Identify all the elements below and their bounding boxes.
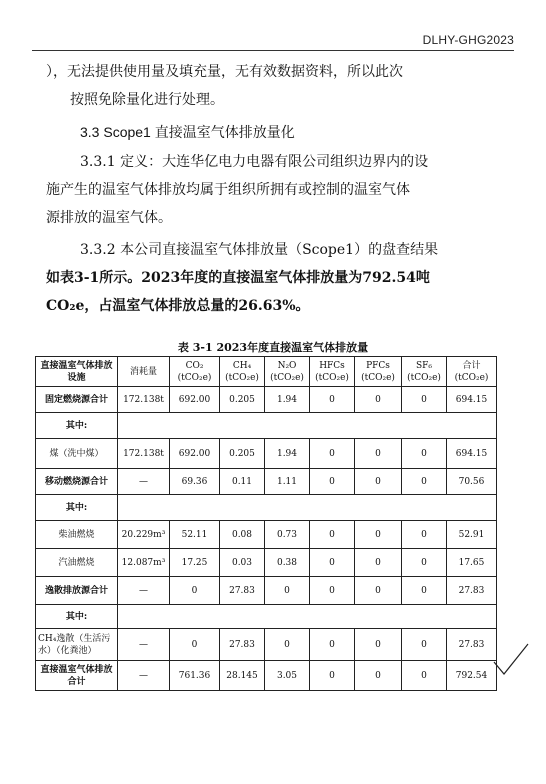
cell: —	[118, 629, 170, 661]
cell-label: 移动燃烧源合计	[36, 469, 118, 495]
cell: 0.08	[220, 521, 265, 549]
cell: 52.11	[170, 521, 220, 549]
cell: 0	[170, 577, 220, 605]
cell: 0	[402, 469, 447, 495]
result-line: 如表3-1所示。2023年度的直接温室气体排放量为792.54吨	[46, 270, 430, 286]
cell-label: 其中:	[36, 413, 118, 439]
table-total-row	[36, 661, 497, 691]
cell: 0.205	[220, 439, 265, 469]
cell: 0	[265, 577, 310, 605]
cell: 694.15	[447, 439, 497, 469]
paragraph-line: 按照免除量化进行处理。	[70, 92, 224, 108]
cell: 0	[355, 629, 402, 661]
header-cell: HFCs (tCO₂e)	[310, 357, 355, 387]
cell-label: 汽油燃烧	[36, 549, 118, 577]
cell: 0	[310, 469, 355, 495]
cell: 0	[355, 387, 402, 413]
cell: 27.83	[447, 629, 497, 661]
cell: 0	[402, 387, 447, 413]
cell: 0	[355, 469, 402, 495]
header-cell: PFCs (tCO₂e)	[355, 357, 402, 387]
cell: —	[118, 577, 170, 605]
cell-label: 煤（洗中煤）	[36, 439, 118, 469]
cell: 17.25	[170, 549, 220, 577]
cell: 0	[402, 661, 447, 691]
cell-empty	[118, 495, 497, 521]
table-row	[36, 387, 497, 413]
cell: 1.11	[265, 469, 310, 495]
header-cell: CO₂ (tCO₂e)	[170, 357, 220, 387]
cell: 172.138t	[118, 439, 170, 469]
cell-label: 直接温室气体排放合计	[36, 661, 118, 691]
emissions-table	[35, 356, 497, 691]
table-row	[36, 495, 497, 521]
table-row	[36, 605, 497, 629]
cell-empty	[118, 605, 497, 629]
cell: 0	[265, 629, 310, 661]
header-cell: SF₆ (tCO₂e)	[402, 357, 447, 387]
cell: 0	[402, 521, 447, 549]
cell: 0	[310, 387, 355, 413]
cell: 0	[402, 439, 447, 469]
header-cell: 直接温室气体排放设施	[36, 357, 118, 387]
cell: 0	[402, 549, 447, 577]
table-caption: 表 3-1 2023年度直接温室气体排放量	[177, 341, 369, 354]
table-row	[36, 549, 497, 577]
cell: 0.73	[265, 521, 310, 549]
table-row	[36, 521, 497, 549]
header-cell: N₂O (tCO₂e)	[265, 357, 310, 387]
cell: 0	[310, 439, 355, 469]
cell: 69.36	[170, 469, 220, 495]
cell-empty	[118, 413, 497, 439]
table-row	[36, 413, 497, 439]
cell: 1.94	[265, 387, 310, 413]
cell: —	[118, 661, 170, 691]
cell-label: CH₄逸散（生活污水）（化粪池）	[36, 629, 118, 661]
cell: 0	[355, 577, 402, 605]
document-code: DLHY-GHG2023	[422, 33, 514, 47]
cell: 0.11	[220, 469, 265, 495]
cell: 0	[402, 629, 447, 661]
cell: 70.56	[447, 469, 497, 495]
table-row	[36, 469, 497, 495]
cell: 0	[310, 577, 355, 605]
cell: 0	[402, 577, 447, 605]
table-row	[36, 629, 497, 661]
cell: 0	[355, 521, 402, 549]
cell-label: 固定燃烧源合计	[36, 387, 118, 413]
header-cell: 消耗量	[118, 357, 170, 387]
cell: 0	[355, 439, 402, 469]
cell: 27.83	[220, 577, 265, 605]
cell: 692.00	[170, 439, 220, 469]
header-cell: 合计 (tCO₂e)	[447, 357, 497, 387]
checkmark-icon	[490, 642, 530, 678]
cell: 694.15	[447, 387, 497, 413]
cell: 17.65	[447, 549, 497, 577]
cell: 20.229m³	[118, 521, 170, 549]
result-line: 3.3.2 本公司直接温室气体排放量（Scope1）的盘查结果	[80, 242, 439, 258]
cell: 0	[355, 549, 402, 577]
cell: 0	[310, 661, 355, 691]
cell: 28.145	[220, 661, 265, 691]
cell: 0	[170, 629, 220, 661]
cell: 0.205	[220, 387, 265, 413]
cell: 0	[310, 549, 355, 577]
definition-line: 源排放的温室气体。	[46, 210, 172, 226]
cell: 0.03	[220, 549, 265, 577]
cell: 0.38	[265, 549, 310, 577]
cell: 792.54	[447, 661, 497, 691]
cell: 172.138t	[118, 387, 170, 413]
cell-label: 其中:	[36, 495, 118, 521]
cell: 27.83	[220, 629, 265, 661]
header-rule	[32, 50, 514, 51]
header-cell: CH₄ (tCO₂e)	[220, 357, 265, 387]
cell: 52.91	[447, 521, 497, 549]
cell-label: 柴油燃烧	[36, 521, 118, 549]
cell-label: 逸散排放源合计	[36, 577, 118, 605]
section-heading: 3.3 Scope1 直接温室气体排放量化	[80, 124, 295, 140]
cell: 12.087m³	[118, 549, 170, 577]
paragraph-line: ），无法提供使用量及填充量，无有效数据资料，所以此次	[46, 64, 403, 80]
cell: 0	[310, 629, 355, 661]
cell: 27.83	[447, 577, 497, 605]
table-header-row	[36, 357, 497, 387]
cell-label: 其中:	[36, 605, 118, 629]
result-line: CO₂e，占温室气体排放总量的26.63%。	[46, 298, 310, 314]
definition-line: 3.3.1 定义：大连华亿电力电器有限公司组织边界内的设	[80, 154, 429, 170]
cell: 1.94	[265, 439, 310, 469]
cell: 0	[310, 521, 355, 549]
cell: 0	[355, 661, 402, 691]
cell: —	[118, 469, 170, 495]
cell: 692.00	[170, 387, 220, 413]
cell: 3.05	[265, 661, 310, 691]
definition-line: 施产生的温室气体排放均属于组织所拥有或控制的温室气体	[46, 182, 410, 198]
table-row	[36, 439, 497, 469]
table-row	[36, 577, 497, 605]
cell: 761.36	[170, 661, 220, 691]
